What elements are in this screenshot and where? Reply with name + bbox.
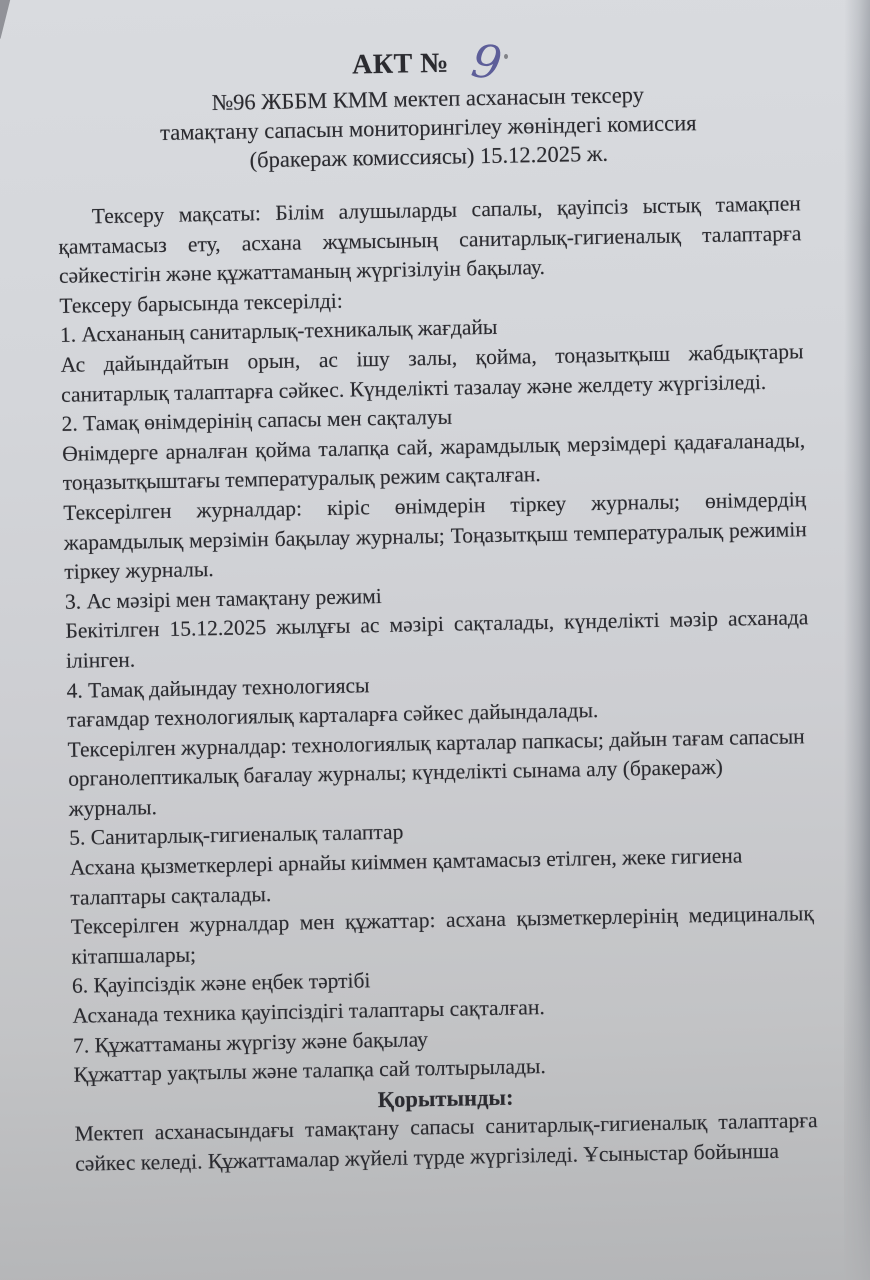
paragraph: 1. Асхананың санитарлық-техникалық жағдайы (59, 315, 498, 348)
paragraph: Қорытынды: (377, 1084, 514, 1112)
paragraph: Тексерілген журналдар: технологиялық карталар папкасы; дайын тағам сапасын органолептикалық бағалау журналы; күнделікті сынама алу (бракераж) журналы. (67, 723, 805, 821)
paragraph: 4. Тамақ дайындау технологиясы (66, 672, 370, 703)
handwritten-act-number: 9 (468, 32, 507, 91)
paragraph: 3. Ас мәзірі мен тамақтану режимі (64, 583, 382, 614)
subtitle-line: (бракераж комиссиясы) 15.12.2025 ж. (249, 140, 609, 173)
subtitle-line: №96 ЖББМ КММ мектеп асханасын тексеру (211, 82, 645, 116)
paragraph: Тексерілген журналдар: кіріс өнімдерін тіркеу журналы; өнімдердің жарамдылық мерзімін бақылау журналы; Тоңазытқыш температуралық режимін тіркеу журналы. (63, 487, 807, 584)
paragraph: 6. Қауіпсіздік және еңбек тәртібі (71, 968, 371, 999)
paragraph: Өнімдерге арналған қойма талапқа сай, жарамдылық мерзімдері қадағаланады, тоңазытқыштағы температуралық режим сақталған. (62, 427, 806, 496)
paragraph: Ас дайындайтын орын, ас ішу залы, қойма, тоңазытқыш жабдықтары санитарлық талаптарға сәйкес. Күнделікті тазалау және желдету жүргізіледі. (60, 339, 804, 407)
paragraph: Асхана қызметкерлері арнайы киіммен қамтамасыз етілген, жеке гигиена талаптары сақталады. (69, 843, 743, 910)
paragraph: Құжаттар уақтылы және талапқа сай толтырылады. (73, 1054, 546, 1087)
paragraph: Тексерілген журналдар мен құжаттар: асхана қызметкерлерінің медициналық кітапшалары; (70, 901, 814, 969)
paragraph: Асханада техника қауіпсіздігі талаптары сақталған. (72, 995, 545, 1028)
paragraph: Тексеру мақсаты: Білім алушыларды сапалы, қауіпсіз ыстық тамақпен қамтамасыз ету, асхана жұмысының санитарлық-гигиеналық талаптарға сәйкестігін және құжаттаманың жүргізілуін бақылау. (58, 191, 802, 289)
paragraph: Тексеру барысында тексерілді: (59, 288, 343, 318)
paragraph: тағамдар технологиялық карталарға сәйкес дайындалады. (66, 698, 599, 732)
body-paragraphs (0, 188, 870, 1180)
paragraph: 2. Тамақ өнімдерінің сапасы мен сақталуы (61, 404, 453, 436)
paragraph: Бекітілген 15.12.2025 жылұғы ас мәзірі сақталады, күнделікті мәзір асханада ілінген. (65, 605, 809, 673)
paragraph: 5. Санитарлық-гигиеналық талаптар (69, 820, 404, 851)
title-prefix: АКТ № (351, 47, 450, 81)
paper-edge-shadow (844, 0, 870, 1280)
paragraph: Мектеп асханасындағы тамақтану сапасы санитарлық-гигиеналық талаптарға сәйкес келеді. Құжаттамалар жүйелі түрде жүргізіледі. Ұсыныстар бойынша (74, 1108, 818, 1176)
subtitle-line: тамақтану сапасын мониторингілеу жөніндегі комиссия (159, 110, 697, 145)
paragraph: 7. Құжаттаманы жүргізу және бақылау (72, 1026, 429, 1058)
document-subtitle (0, 76, 864, 179)
